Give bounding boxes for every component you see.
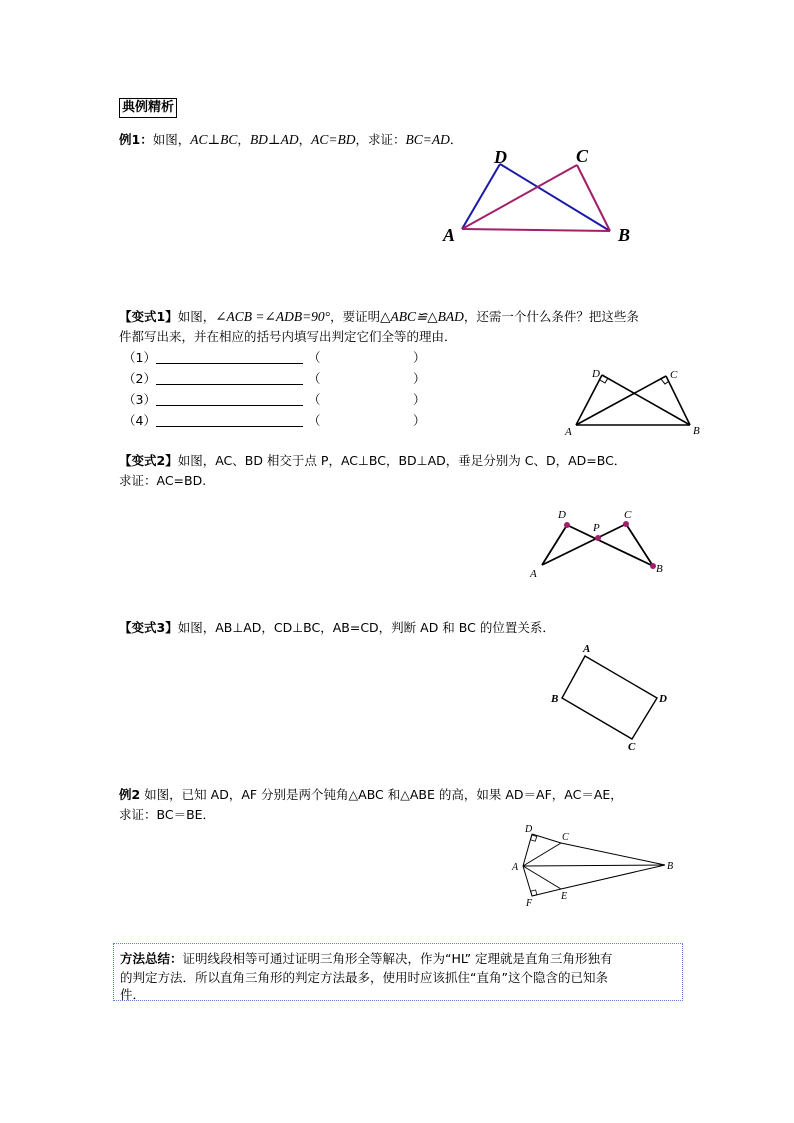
paren-right: ）: [413, 392, 426, 407]
paren-right: ）: [413, 413, 426, 428]
answer-blank[interactable]: [156, 384, 303, 385]
label-D: D: [525, 824, 533, 835]
variant-2-line-2: 求证：AC=BD.: [119, 473, 207, 488]
variant-3-label: 【变式3】: [119, 620, 178, 635]
label-B: B: [693, 425, 700, 437]
example-2-figure: [505, 818, 685, 913]
text: ，求证：: [355, 132, 406, 147]
label-E: E: [561, 891, 568, 902]
segment-EB: [561, 865, 665, 889]
answer-row-2: [123, 369, 443, 387]
goal: BC=AD: [405, 132, 450, 147]
paren-right: ）: [413, 371, 426, 386]
example-2-line-1: [119, 786, 623, 804]
label-A: A: [565, 426, 572, 438]
label-C: C: [624, 509, 632, 521]
point-C: [623, 521, 629, 527]
label-C: C: [628, 741, 636, 753]
summary-line-2: 的判定方法．所以直角三角形的判定方法最多，使用时应该抓住“直角”这个隐含的已知条: [120, 970, 608, 985]
angle-condition: ∠ACB =∠ADB=90°: [215, 309, 331, 324]
row-number: （1）: [123, 350, 156, 365]
variant-2-figure: [525, 505, 675, 580]
example-2-line-2: 求证：BC＝BE．: [119, 807, 216, 822]
text: 如图，AC、BD 相交于点 P，AC⊥BC，BD⊥AD，垂足分别为 C、D，AD=BC．: [177, 453, 627, 468]
label-D: D: [558, 509, 566, 521]
variant-2-line-1: [119, 452, 626, 470]
text: ，还需一个什么条件？把这些条: [463, 309, 639, 324]
method-summary-box: [113, 943, 683, 1001]
congruence: △ABC≌△BAD: [380, 309, 464, 324]
row-number: （2）: [123, 371, 156, 386]
label-B: B: [656, 563, 663, 575]
label-D: D: [592, 368, 600, 380]
answer-blank[interactable]: [156, 405, 303, 406]
label-A: A: [583, 643, 591, 655]
label-A: A: [512, 862, 519, 873]
paren-right: ）: [413, 350, 426, 365]
label-P: P: [593, 522, 600, 534]
summary-label: 方法总结：: [120, 951, 183, 966]
answer-row-1: [123, 348, 443, 366]
example-2-label: 例2: [119, 787, 141, 802]
answer-row-3: [123, 390, 443, 408]
variant-3-line-1: [119, 619, 555, 637]
summary-line-1: [120, 950, 613, 968]
row-number: （3）: [123, 392, 156, 407]
answer-blank[interactable]: [156, 426, 303, 427]
label-D: D: [659, 693, 667, 705]
right-angle-mark-D: [600, 378, 608, 383]
section-heading: 典例精析: [119, 98, 177, 118]
paren-left: （: [308, 392, 321, 407]
right-angle-mark-D: [530, 835, 536, 841]
label-B: B: [551, 693, 559, 705]
label-B: B: [667, 861, 674, 872]
label-A: A: [443, 225, 456, 245]
label-F: F: [526, 898, 533, 909]
label-C: C: [670, 369, 678, 381]
label-A: A: [530, 568, 537, 580]
text: 如图，AB⊥AD，CD⊥BC，AB=CD，判断 AD 和 BC 的位置关系．: [177, 620, 555, 635]
variant-2-label: 【变式2】: [119, 453, 178, 468]
example-1-label: 例1：: [119, 132, 153, 147]
quadrilateral-ABCD: [562, 656, 657, 739]
condition-3: AC=BD: [311, 132, 356, 147]
variant-1-line-2: 件都写出来，并在相应的括号内填写出判定它们全等的理由．: [119, 329, 457, 344]
text: 如图，: [177, 309, 216, 324]
condition-2: BD⊥AD: [249, 132, 299, 147]
text: ，: [237, 132, 250, 147]
answer-row-4: [123, 411, 443, 429]
point-P: [595, 535, 601, 541]
segment-DB: [602, 375, 690, 425]
paren-left: （: [308, 350, 321, 365]
text: ，: [298, 132, 312, 147]
point-D: [564, 522, 570, 528]
paren-left: （: [308, 371, 321, 386]
segment-AB: [523, 865, 665, 866]
example-1-statement: [119, 131, 462, 149]
segment-CB: [561, 843, 665, 865]
condition-1: AC⊥BC: [190, 132, 238, 147]
text: 证明线段相等可通过证明三角形全等解决，作为“HL” 定理就是直角三角形独有: [182, 951, 613, 966]
answer-blank[interactable]: [156, 363, 303, 364]
label-C: C: [562, 832, 569, 843]
segment-AC: [462, 165, 577, 229]
text: ．: [449, 132, 463, 147]
paren-left: （: [308, 413, 321, 428]
label-C: C: [576, 146, 589, 166]
summary-line-3: 件．: [120, 987, 146, 1002]
row-number: （4）: [123, 413, 156, 428]
text: ，要证明: [330, 309, 381, 324]
variant-1-figure: [560, 364, 710, 439]
text: 如图，已知 AD，AF 分别是两个钝角△ABC 和△ABE 的高，如果 AD＝AF，AC＝AE，: [140, 787, 623, 802]
variant-3-figure: [545, 640, 675, 755]
text: 如图，: [152, 132, 191, 147]
segment-AB: [462, 229, 610, 231]
variant-1-line-1: [119, 308, 639, 326]
label-D: D: [494, 147, 507, 167]
label-B: B: [618, 225, 631, 245]
variant-1-label: 【变式1】: [119, 309, 178, 324]
example-1-figure: [435, 145, 645, 250]
